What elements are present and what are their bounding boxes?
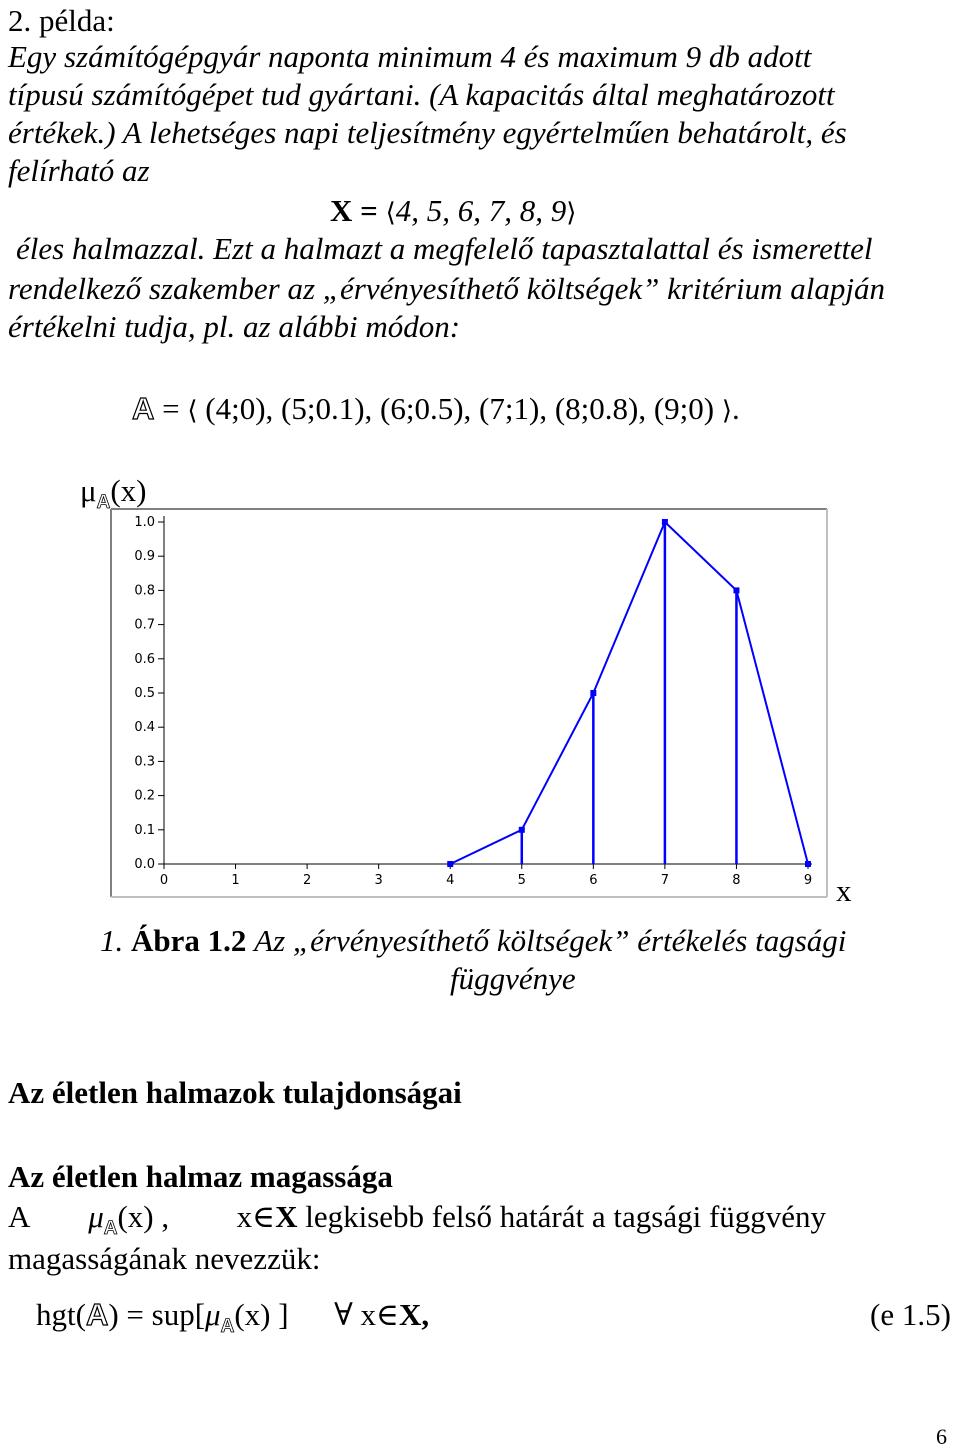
fuzzy-set-symbol: A: [132, 391, 155, 426]
data-point-marker: [662, 519, 668, 525]
height-def-rest: legkisebb felső határát a tagsági függvény: [305, 1199, 827, 1234]
subsection-title: Az életlen halmaz magassága: [8, 1159, 393, 1194]
formula-X: X,: [398, 1297, 430, 1332]
formula-elem: ∈: [376, 1297, 399, 1332]
y-tick-label: 0.2: [134, 788, 155, 804]
y-axis-sub: A: [96, 492, 111, 514]
height-def-X: X: [275, 1199, 298, 1234]
open-brace-icon: ⟨: [385, 198, 396, 228]
y-axis-arg: (x): [110, 473, 147, 508]
data-point-marker: [590, 690, 596, 696]
fuzzy-set-definition: [132, 388, 740, 432]
data-point-marker: [805, 861, 811, 867]
formula-mu: μ: [205, 1297, 221, 1332]
x-tick-label: 9: [803, 873, 813, 888]
formula-x: x: [360, 1297, 377, 1332]
x-tick-label: 8: [732, 873, 741, 888]
formula-arg: (x) ]: [234, 1297, 289, 1332]
x-tick-label: 6: [589, 873, 598, 888]
intro-line-1: Egy számítógépgyár naponta minimum 4 és maximum 9 db adott: [8, 39, 812, 74]
y-tick-label: 1.0: [134, 515, 155, 530]
y-tick-label: 0.6: [134, 651, 155, 667]
intro-line-2: típusú számítógépet tud gyártani. (A kapacitás által meghatározott: [8, 77, 835, 112]
data-point-marker: [733, 587, 739, 593]
caption-number: 1.: [100, 923, 124, 958]
formula-sub: A: [220, 1316, 235, 1338]
x-tick-label: 5: [517, 873, 526, 888]
y-tick-label: 0.4: [134, 720, 155, 736]
y-tick-label: 0.8: [134, 583, 155, 599]
membership-function-chart: [110, 508, 828, 898]
chart-frame-bg: [110, 508, 828, 898]
page-number: 6: [936, 1424, 947, 1449]
explanation-line-3: értékelni tudja, pl. az alábbi módon:: [8, 309, 461, 344]
height-def-arg: (x) ,: [117, 1199, 170, 1234]
formula-hgt: hgt(: [36, 1297, 86, 1332]
crisp-set-elements: 4, 5, 6, 7, 8, 9: [395, 193, 567, 228]
y-tick-label: 0.1: [134, 822, 155, 838]
y-tick-label: 0.9: [134, 549, 155, 565]
x-axis-label: x: [836, 873, 852, 908]
height-def-sub: A: [103, 1218, 118, 1240]
data-point-marker: [519, 827, 525, 833]
height-def-a: A: [8, 1199, 29, 1234]
open-brace-icon: ⟨: [187, 396, 198, 426]
formula-sym: A: [85, 1297, 109, 1332]
x-tick-label: 2: [302, 873, 312, 888]
section-title: Az életlen halmazok tulajdonságai: [8, 1075, 462, 1110]
y-tick-label: 0.7: [134, 617, 155, 633]
height-def-mu: μ: [88, 1199, 104, 1234]
fuzzy-set-pairs: (4;0), (5;0.1), (6;0.5), (7;1), (8;0.8), (9;0): [205, 391, 715, 426]
height-formula: [36, 1294, 429, 1348]
formula-eq: ) = sup[: [108, 1297, 206, 1332]
height-def-elem: ∈: [252, 1199, 276, 1234]
crisp-set-lhs: X =: [330, 193, 378, 228]
equation-number: (e 1.5): [870, 1297, 951, 1332]
height-def-x: x: [236, 1199, 253, 1234]
formula-forall-icon: ∀: [334, 1297, 353, 1332]
fuzzy-set-equals: =: [162, 391, 180, 426]
intro-line-4: felírható az: [8, 153, 150, 188]
y-tick-label: 0.3: [134, 754, 155, 770]
x-tick-label: 4: [446, 873, 455, 888]
y-tick-label: 0.0: [134, 857, 155, 872]
fuzzy-set-trailing: .: [732, 391, 740, 426]
explanation-line-1: éles halmazzal. Ezt a halmazt a megfelelő tapasztalattal és ismerettel: [16, 231, 873, 266]
x-tick-label: 1: [231, 873, 240, 888]
caption-text-2: függvénye: [450, 961, 576, 996]
data-point-marker: [447, 861, 453, 867]
example-heading: 2. példa:: [8, 3, 115, 38]
y-tick-label: 0.5: [134, 686, 155, 701]
x-tick-label: 3: [374, 873, 383, 888]
chart-svg: [110, 508, 828, 898]
x-tick-label: 7: [660, 873, 670, 888]
y-axis-mu: μ: [80, 473, 97, 508]
close-brace-icon: ⟩: [721, 396, 732, 426]
intro-line-3: értékek.) A lehetséges napi teljesítmény egyértelműen behatárolt, és: [8, 115, 847, 150]
x-tick-label: 0: [159, 873, 169, 888]
explanation-line-2: rendelkező szakember az „érvényesíthető költségek” kritérium alapján: [8, 271, 885, 306]
close-brace-icon: ⟩: [566, 198, 577, 228]
caption-text-1: Az „érvényesíthető költségek” értékelés tagsági: [254, 923, 847, 958]
caption-label: Ábra 1.2: [131, 923, 247, 958]
figure-caption: [100, 920, 846, 962]
height-definition-line-2: magasságának nevezzük:: [8, 1241, 321, 1276]
